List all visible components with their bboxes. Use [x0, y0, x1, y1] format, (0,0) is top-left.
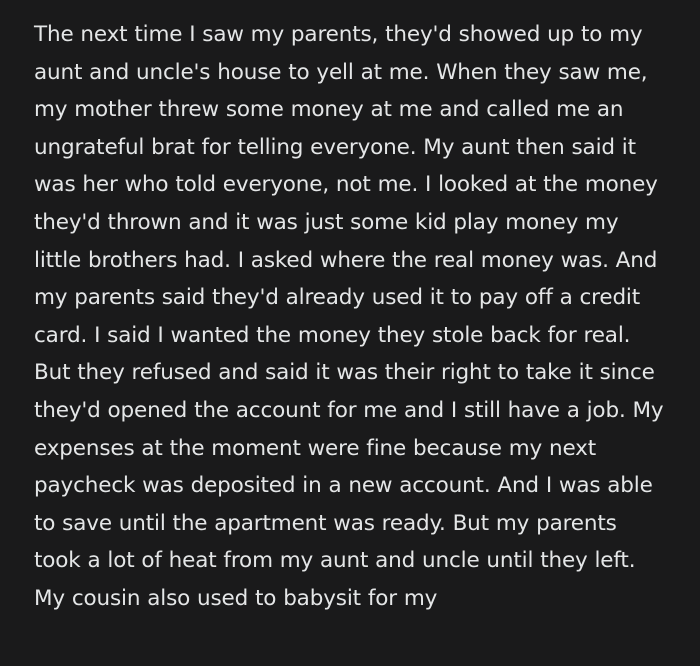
story-body-text: The next time I saw my parents, they'd showed up to my aunt and uncle's house to yell at me. When they saw me, my mother threw some money at me and called me an ungrateful brat for telling everyone. My aunt then said it was her who told everyone, not me. I looked at the money they'd thrown and it was just some kid play money my little brothers had. I asked where the real money was. And my parents said they'd already used it to pay off a credit card. I said I wanted the money they stole back for real. But they refused and said it was their right to take it since they'd opened the account for me and I still have a job. My expenses at the moment were fine because my next paycheck was deposited in a new account. And I was able to save until the apartment was ready. But my parents took a lot of heat from my aunt and uncle until they left. My cousin also used to babysit for my	[34, 22, 671, 611]
